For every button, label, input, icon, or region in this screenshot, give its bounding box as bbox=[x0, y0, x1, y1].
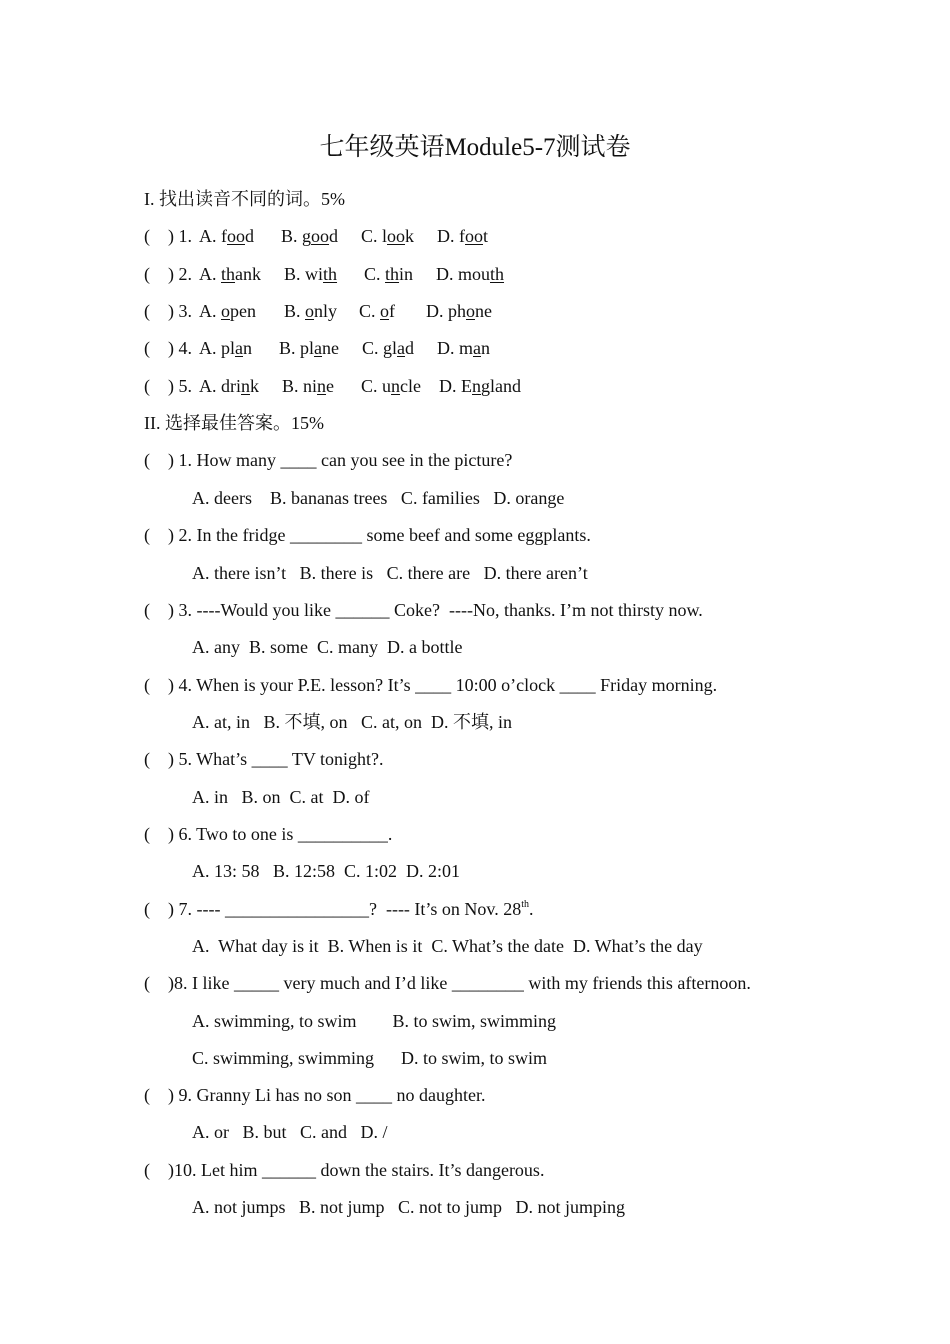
underlined-letters: oo bbox=[465, 226, 483, 246]
option-text: A. f bbox=[199, 226, 227, 246]
phonetics-option bbox=[281, 224, 338, 248]
option-text: B. wi bbox=[284, 264, 324, 284]
option-text: t bbox=[483, 226, 489, 246]
underlined-letters: n bbox=[391, 376, 401, 396]
option-text: e bbox=[326, 376, 335, 396]
phonetics-option bbox=[199, 224, 254, 248]
page-title: 七年级英语Module5-7测试卷 bbox=[319, 134, 631, 161]
option-text: in bbox=[399, 264, 414, 284]
question-4: ( ) 4. When is your P.E. lesson? It’s ____ 10:00 o’clock ____ Friday morning. bbox=[144, 675, 718, 695]
option-text: C. u bbox=[361, 376, 392, 396]
phonetics-item bbox=[144, 336, 197, 360]
underlined-letters: a bbox=[235, 338, 243, 358]
question-8: ( )8. I like _____ very much and I’d like ________ with my friends this afternoon. bbox=[144, 973, 751, 993]
phonetics-option bbox=[199, 374, 259, 398]
underlined-letters: oo bbox=[227, 226, 245, 246]
option-text: nly bbox=[314, 301, 338, 321]
option-text: pen bbox=[230, 301, 256, 321]
phonetics-option bbox=[436, 262, 504, 286]
question-4-options: A. at, in B. 不填, on C. at, on D. 不填, in bbox=[192, 712, 512, 732]
phonetics-item-number: ( ) 1. bbox=[144, 226, 197, 246]
option-text: D. E bbox=[439, 376, 472, 396]
phonetics-option bbox=[282, 374, 334, 398]
option-text: d bbox=[405, 338, 415, 358]
option-text: k bbox=[405, 226, 415, 246]
question-3: ( ) 3. ----Would you like ______ Coke? ----No, thanks. I’m not thirsty now. bbox=[144, 600, 703, 620]
underlined-letters: th bbox=[221, 264, 236, 284]
option-text: B. bbox=[284, 301, 306, 321]
question-6-options: A. 13: 58 B. 12:58 C. 1:02 D. 2:01 bbox=[192, 861, 461, 881]
underlined-letters: th bbox=[490, 264, 505, 284]
underlined-letters: a bbox=[473, 338, 481, 358]
question-10-options: A. not jumps B. not jump C. not to jump D. not jumping bbox=[192, 1197, 626, 1217]
option-text: d bbox=[329, 226, 339, 246]
phonetics-option bbox=[199, 336, 252, 360]
phonetics-item bbox=[144, 374, 197, 398]
option-text: ne bbox=[322, 338, 340, 358]
option-text: n bbox=[481, 338, 490, 358]
underlined-letters: o bbox=[380, 301, 390, 321]
option-text: cle bbox=[400, 376, 421, 396]
question-2-options: A. there isn’t B. there is C. there are D. there aren’t bbox=[192, 563, 588, 583]
phonetics-option bbox=[359, 299, 395, 323]
question-5: ( ) 5. What’s ____ TV tonight?. bbox=[144, 749, 384, 769]
underlined-letters: n bbox=[317, 376, 327, 396]
option-text: A. pl bbox=[199, 338, 235, 358]
option-text: f bbox=[389, 301, 396, 321]
phonetics-item bbox=[144, 262, 197, 286]
phonetics-option bbox=[361, 374, 421, 398]
option-text: C. l bbox=[361, 226, 388, 246]
option-text: ank bbox=[235, 264, 262, 284]
underlined-letters: n bbox=[472, 376, 481, 396]
question-9-options: A. or B. but C. and D. / bbox=[192, 1122, 388, 1142]
phonetics-option bbox=[284, 299, 337, 323]
underlined-letters: o bbox=[466, 301, 475, 321]
phonetics-item-number: ( ) 4. bbox=[144, 338, 197, 358]
underlined-letters: n bbox=[241, 376, 250, 396]
question-2: ( ) 2. In the fridge ________ some beef and some eggplants. bbox=[144, 525, 591, 545]
option-text: B. g bbox=[281, 226, 312, 246]
option-text: d bbox=[245, 226, 254, 246]
question-10: ( )10. Let him ______ down the stairs. It’s dangerous. bbox=[144, 1160, 545, 1180]
phonetics-option bbox=[364, 262, 413, 286]
option-text: A. dri bbox=[199, 376, 241, 396]
phonetics-option bbox=[437, 224, 488, 248]
phonetics-option bbox=[279, 336, 339, 360]
option-text: B. ni bbox=[282, 376, 318, 396]
underlined-letters: o bbox=[305, 301, 315, 321]
question-8-options-row1: A. swimming, to swim B. to swim, swimming bbox=[192, 1011, 557, 1031]
question-9: ( ) 9. Granny Li has no son ____ no daughter. bbox=[144, 1085, 486, 1105]
section2-heading: II. 选择最佳答案。15% bbox=[144, 413, 324, 433]
phonetics-option bbox=[362, 336, 414, 360]
option-text: C. bbox=[364, 264, 386, 284]
option-text: D. m bbox=[437, 338, 473, 358]
phonetics-option bbox=[426, 299, 492, 323]
option-text: n bbox=[243, 338, 252, 358]
underlined-letters: a bbox=[397, 338, 406, 358]
underlined-letters: oo bbox=[311, 226, 330, 246]
section1-heading: I. 找出读音不同的词。5% bbox=[144, 189, 345, 209]
question-6: ( ) 6. Two to one is __________. bbox=[144, 824, 393, 844]
underlined-letters: oo bbox=[387, 226, 406, 246]
question-1: ( ) 1. How many ____ can you see in the picture? bbox=[144, 450, 513, 470]
option-text: ne bbox=[475, 301, 492, 321]
phonetics-option bbox=[199, 299, 256, 323]
option-text: A. bbox=[199, 264, 221, 284]
underlined-letters: o bbox=[221, 301, 230, 321]
option-text: A. bbox=[199, 301, 221, 321]
underlined-letters: a bbox=[314, 338, 323, 358]
option-text: C. bbox=[359, 301, 381, 321]
ordinal-suffix: th bbox=[521, 899, 530, 910]
underlined-letters: th bbox=[323, 264, 338, 284]
phonetics-item bbox=[144, 224, 197, 248]
question-7-end: . bbox=[529, 899, 534, 919]
phonetics-option bbox=[361, 224, 414, 248]
phonetics-item-number: ( ) 3. bbox=[144, 301, 197, 321]
question-1-options: A. deers B. bananas trees C. families D. orange bbox=[192, 488, 565, 508]
underlined-letters: th bbox=[385, 264, 400, 284]
question-3-options: A. any B. some C. many D. a bottle bbox=[192, 637, 463, 657]
question-5-options: A. in B. on C. at D. of bbox=[192, 787, 370, 807]
question-7-text: ( ) 7. ---- ________________? ---- It’s on Nov. 28 bbox=[144, 899, 522, 919]
option-text: B. pl bbox=[279, 338, 315, 358]
phonetics-item bbox=[144, 299, 197, 323]
option-text: D. f bbox=[437, 226, 465, 246]
phonetics-item-number: ( ) 5. bbox=[144, 376, 197, 396]
phonetics-option bbox=[439, 374, 521, 398]
option-text: D. mou bbox=[436, 264, 490, 284]
phonetics-option bbox=[199, 262, 261, 286]
phonetics-option bbox=[284, 262, 337, 286]
question-7-options: A. What day is it B. When is it C. What’s the date D. What’s the day bbox=[192, 936, 703, 956]
question-8-options-row2: C. swimming, swimming D. to swim, to swim bbox=[192, 1048, 548, 1068]
option-text: gland bbox=[481, 376, 521, 396]
phonetics-item-number: ( ) 2. bbox=[144, 264, 197, 284]
question-7 bbox=[144, 897, 534, 921]
option-text: C. gl bbox=[362, 338, 398, 358]
option-text: k bbox=[250, 376, 259, 396]
option-text: D. ph bbox=[426, 301, 466, 321]
phonetics-option bbox=[437, 336, 490, 360]
